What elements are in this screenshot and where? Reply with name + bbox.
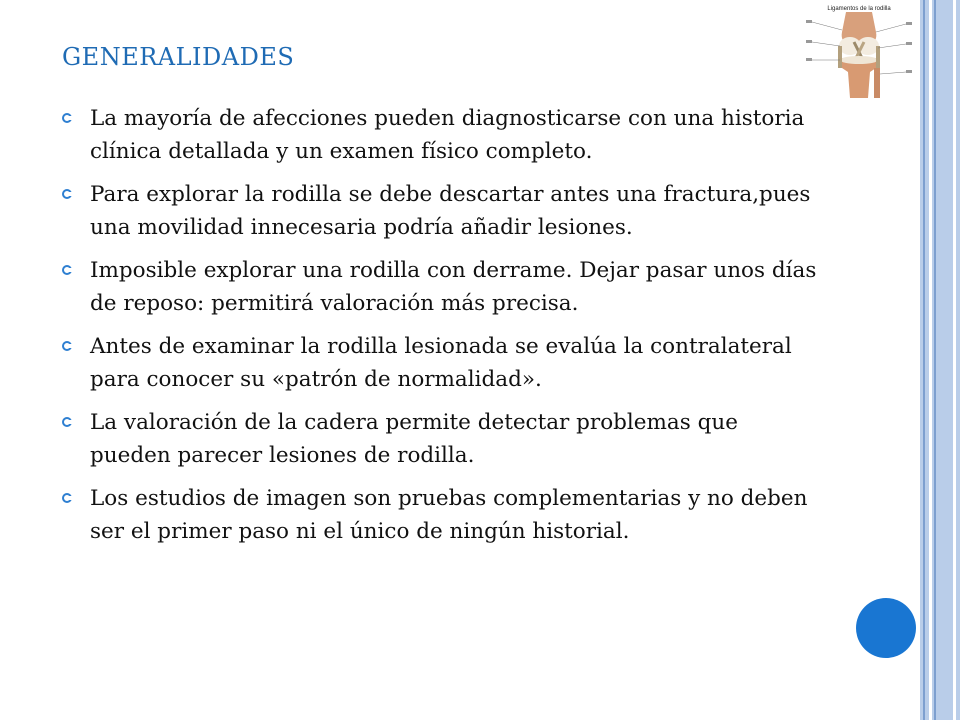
bullet-item — [60, 482, 820, 548]
image-caption: Ligamentos de la rodilla — [827, 6, 891, 12]
border-line — [929, 0, 932, 720]
bullet-item — [60, 330, 820, 396]
bullet-icon — [62, 189, 72, 199]
bullet-icon — [62, 417, 72, 427]
bullet-icon — [62, 341, 72, 351]
bullet-icon — [62, 113, 72, 123]
border-line — [953, 0, 956, 720]
bullet-item — [60, 406, 820, 472]
decorative-circle — [856, 598, 916, 658]
bullet-text: Los estudios de imagen son pruebas complementarias y no deben ser el primer paso ni el único de ningún historial. — [90, 486, 808, 544]
bullet-icon — [62, 493, 72, 503]
bullet-text: Imposible explorar una rodilla con derrame. Dejar pasar unos días de reposo: permitirá valoración más precisa. — [90, 258, 817, 316]
border-line — [934, 0, 936, 720]
bullet-list — [60, 102, 820, 558]
bullet-icon — [62, 265, 72, 275]
bullet-text: Para explorar la rodilla se debe descartar antes una fractura,pues una movilidad innecesaria podría añadir lesiones. — [90, 182, 811, 240]
knee-anatomy-illustration — [806, 2, 912, 104]
bullet-text: La mayoría de afecciones pueden diagnosticarse con una historia clínica detallada y un examen físico completo. — [90, 106, 805, 164]
bullet-item — [60, 102, 820, 168]
bullet-item — [60, 178, 820, 244]
bullet-item — [60, 254, 820, 320]
border-line — [923, 0, 925, 720]
bullet-text: La valoración de la cadera permite detectar problemas que pueden parecer lesiones de rodilla. — [90, 410, 738, 468]
knee-ligaments-image — [806, 2, 912, 104]
right-border-decoration — [920, 0, 960, 720]
slide-title: GENERALIDADES — [62, 43, 295, 71]
bullet-text: Antes de examinar la rodilla lesionada se evalúa la contralateral para conocer su «patrón de normalidad». — [90, 334, 792, 392]
